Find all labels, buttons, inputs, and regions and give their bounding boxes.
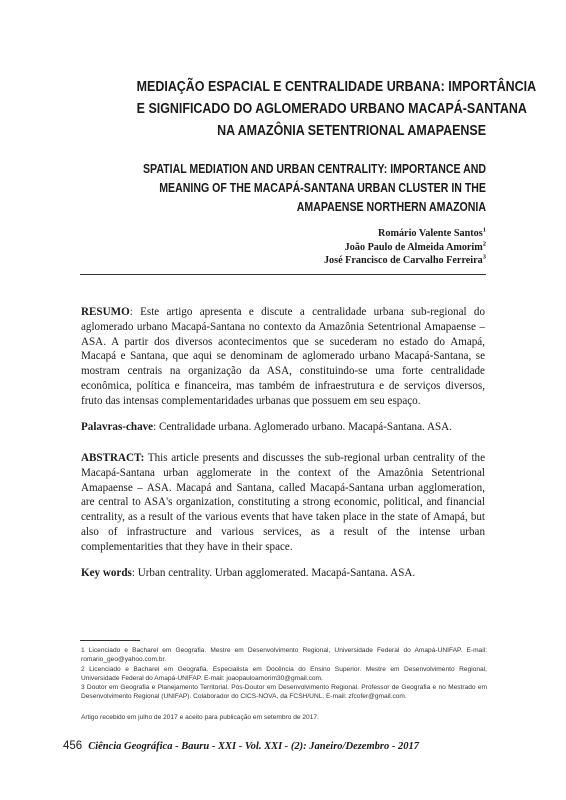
footnote-2: 2 Licenciado e Bacharel em Geografia. Especialista em Docência do Ensino Superior. Mestre em Desenvolvimento Regional, Universidade Federal do Amapá-UNIFAP. E-mail: joaopauloamorim30@gmail.com. [81, 665, 487, 682]
keywords-text: : Urban centrality. Urban agglomerated. Macapá-Santana. ASA. [131, 567, 416, 579]
title-en-line-2: MEANING OF THE MACAPÁ-SANTANA URBAN CLUSTER IN THE [159, 181, 487, 195]
abstract-label: ABSTRACT: [81, 452, 145, 464]
title-en-line-1: SPATIAL MEDIATION AND URBAN CENTRALITY: IMPORTANCE AND [142, 162, 486, 176]
journal-citation: Ciência Geográfica - Bauru - XXI - Vol. XXI - (2): Janeiro/Dezembro - 2017 [88, 741, 419, 752]
title-en-line-3: AMAPAENSE NORTHERN AMAZONIA [296, 200, 486, 214]
footnote-3: 3 Doutor em Geografia e Planejamento Territorial. Pós-Doutor em Desenvolvimento Regional. Professor de Geografia e no Mestrado em Desenvolvimento Regional (UNIFAP). Colaborador do CICS-NOVA, da FCSH/UNL. E-mail: zfcofer@gmail.com. [81, 684, 487, 701]
footnotes [81, 646, 487, 702]
title-pt-line-1: MEDIAÇÃO ESPACIAL E CENTRALIDADE URBANA: IMPORTÂNCIA [136, 78, 537, 95]
page-number: 456 [63, 740, 83, 752]
title-portuguese [136, 76, 537, 142]
title-pt-line-2: E SIGNIFICADO DO AGLOMERADO URBANO MACAPÁ-SANTANA [136, 100, 527, 117]
resumo-label: RESUMO [81, 306, 130, 318]
received-note: Artigo recebido em julho de 2017 e aceito para publicação em setembro de 2017. [81, 714, 319, 721]
palavras-chave-text: : Centralidade urbana. Aglomerado urbano. Macapá-Santana. ASA. [153, 421, 452, 433]
abstract-paragraph [81, 451, 485, 555]
keywords-paragraph [81, 566, 485, 581]
header-divider [80, 274, 486, 275]
palavras-chave-paragraph [81, 420, 485, 435]
palavras-chave-label: Palavras-chave [81, 421, 154, 433]
author-list [324, 227, 486, 268]
footnote-1: 1 Licenciado e Bacharel em Geografia. Mestre em Desenvolvimento Regional, Universidade Federal do Amapá-UNIFAP. E-mail: romario_geo@yahoo.com.br. [81, 647, 487, 664]
footnote-divider [80, 640, 140, 641]
title-pt-line-3: NA AMAZÔNIA SETENTRIONAL AMAPAENSE [217, 122, 486, 139]
page-footer [63, 740, 419, 752]
author-1: Romário Valente Santos$^1$ [378, 226, 486, 239]
author-3: José Francisco de Carvalho Ferreira$^3$ [323, 253, 486, 266]
resumo-text: : Este artigo apresenta e discute a centralidade urbana sub-regional do aglomerado urbano Macapá-Santana no contexto da Amazônia Setentrional Amapaense – ASA. A partir dos diversos acontecimentos que se sucederam no estado do Amapá, Macapá e Santana, que aqui se denominam de aglomerado urbano Macapá-Santana, se mostram centrais na organização da ASA, constituindo-se uma forte centralidade econômica, política e financeira, mas também de infraestrutura e de serviços diversos, fruto das intensas complementaridades urbanas que possuem em seu espaço. [81, 306, 485, 407]
author-2: João Paulo de Almeida Amorim$^2$ [344, 240, 486, 253]
keywords-label: Key words [81, 567, 132, 579]
title-english [128, 160, 486, 217]
resumo-paragraph [81, 305, 485, 409]
abstract-text: This article presents and discusses the sub-regional urban centrality of the Macapá-Santana urban agglomerate in the context of the Amazônia Setentrional Amapaense – ASA. Macapá and Santana, called Macapá-Santana urban agglomeration, are central to ASA's organization, constituting a strong economic, political, and financial centrality, as a result of the various events that have taken place in the state of Amapá, but also of infrastructure and various services, as a result of the intense urban complementarities that they have in their space. [81, 452, 485, 553]
